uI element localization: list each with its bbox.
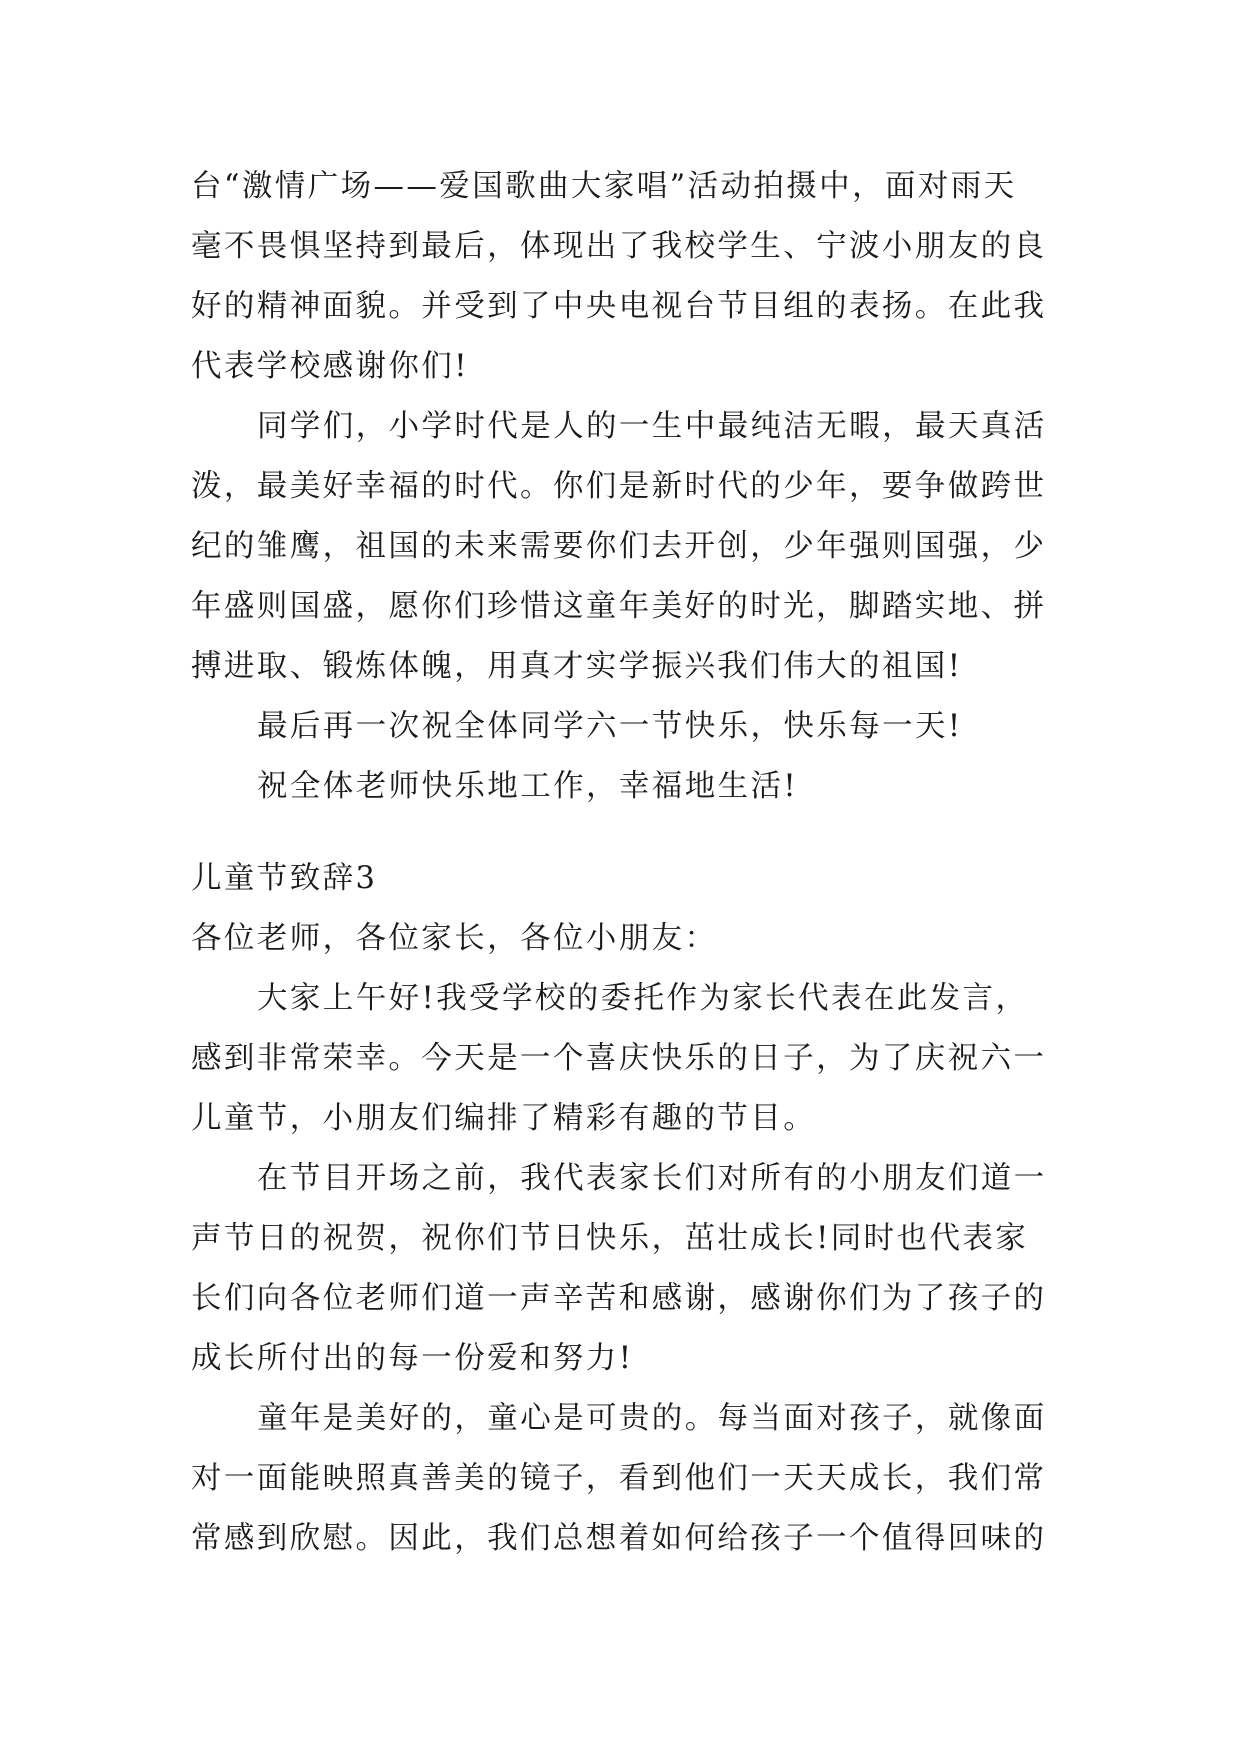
paragraph-start-line: 大家上午好!我受学校的委托作为家长代表在此发言， — [257, 981, 1029, 1016]
paragraph-start-line: 最后再一次祝全体同学六一节快乐，快乐每一天! — [257, 709, 963, 744]
text-line: 对一面能映照真善美的镜子，看到他们一天天成长，我们常 — [191, 1461, 1047, 1496]
paragraph-start-line: 祝全体老师快乐地工作，幸福地生活! — [257, 769, 799, 804]
paragraph-start-line: 同学们，小学时代是人的一生中最纯洁无暇，最天真活 — [257, 409, 1047, 444]
text-line: 常感到欣慰。因此，我们总想着如何给孩子一个值得回味的 — [191, 1521, 1047, 1556]
text-line: 年盛则国盛，愿你们珍惜这童年美好的时光，脚踏实地、拼 — [191, 589, 1047, 624]
text-line: 儿童节，小朋友们编排了精彩有趣的节目。 — [191, 1101, 817, 1136]
text-line: 声节日的祝贺，祝你们节日快乐，茁壮成长!同时也代表家 — [191, 1221, 1029, 1256]
paragraph-start-line: 在节目开场之前，我代表家长们对所有的小朋友们道一 — [257, 1161, 1047, 1196]
text-line: 感到非常荣幸。今天是一个喜庆快乐的日子，为了庆祝六一 — [191, 1041, 1047, 1076]
salutation-line: 各位老师，各位家长，各位小朋友： — [191, 921, 718, 956]
text-line: 长们向各位老师们道一声辛苦和感谢，感谢你们为了孩子的 — [191, 1281, 1047, 1316]
text-line: 成长所付出的每一份爱和努力! — [191, 1341, 634, 1376]
text-line: 好的精神面貌。并受到了中央电视台节目组的表扬。在此我 — [191, 289, 1047, 324]
speech-section-3 — [191, 849, 1053, 1569]
text-line: 搏进取、锻炼体魄，用真才实学振兴我们伟大的祖国! — [191, 649, 963, 684]
text-line: 纪的雏鹰，祖国的未来需要你们去开创，少年强则国强，少 — [191, 529, 1047, 564]
text-line: 台“激情广场——爱国歌曲大家唱”活动拍摄中，面对雨天 — [191, 169, 1017, 204]
paragraph-start-line: 童年是美好的，童心是可贵的。每当面对孩子，就像面 — [257, 1401, 1047, 1436]
section-title: 儿童节致辞3 — [191, 861, 378, 896]
text-line: 泼，最美好幸福的时代。你们是新时代的少年，要争做跨世 — [191, 469, 1047, 504]
speech-continuation — [191, 157, 1053, 817]
text-line: 代表学校感谢你们! — [191, 349, 469, 384]
text-line: 毫不畏惧坚持到最后，体现出了我校学生、宁波小朋友的良 — [191, 229, 1047, 264]
